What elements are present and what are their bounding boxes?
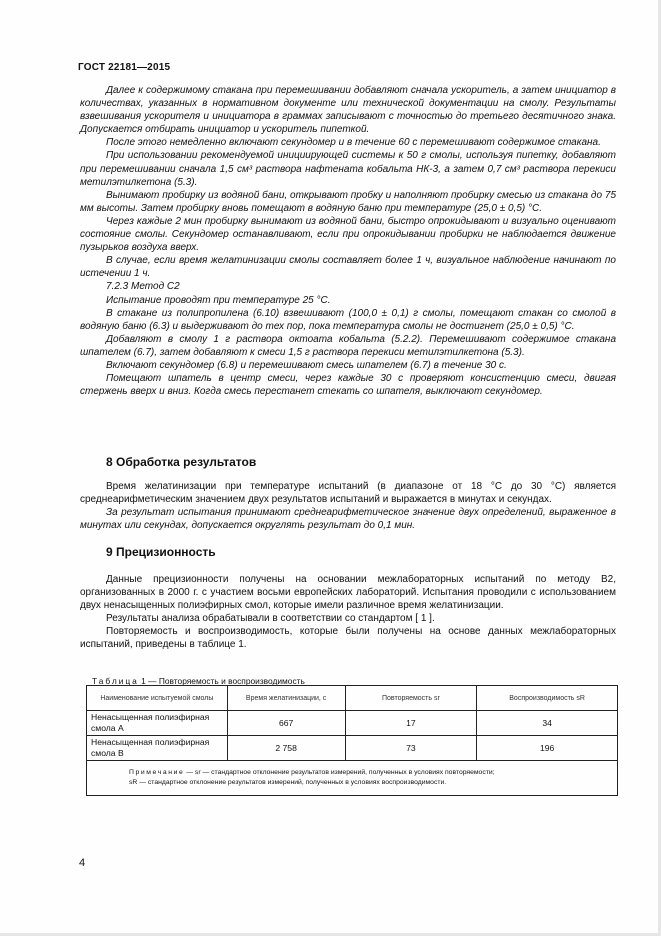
paragraph: Испытание проводят при температуре 25 °С. xyxy=(106,294,331,306)
column-header: Наименование испытуемой смолы xyxy=(87,686,228,711)
table-header-row xyxy=(87,686,618,711)
precision-table xyxy=(86,685,618,796)
paragraph: За результат испытания принимают среднеарифметическое значение двух определений, выраженное в минутах или секундах, допускается округлять результат до 0,1 мин. xyxy=(80,507,616,532)
paragraph: В стакане из полипропилена (6.10) взвешивают (100,0 ± 0,1) г смолы, помещают стакан со смолой в водяную баню (6.3) и выдерживают до тех пор, пока температура смолы не достигнет (25,0 ± 0,5) °С. xyxy=(80,307,616,332)
reproducibility-value: 34 xyxy=(477,711,618,736)
table-caption-text: 1 — Повторяемость и воспроизводимость xyxy=(138,676,305,686)
table-caption-word: Таблица xyxy=(92,676,139,686)
resin-name: Ненасыщенная полиэфирная смола А xyxy=(87,711,228,736)
page-number: 4 xyxy=(79,857,86,869)
section-9-title: 9 Прецизионность xyxy=(106,545,216,559)
repeatability-value: 17 xyxy=(345,711,477,736)
paragraph: Помещают шпатель в центр смеси, через каждые 30 с проверяют консистенцию смеси, двигая стержень вверх и вниз. Когда смесь перестанет стекать со шпателя, выключают секундомер. xyxy=(80,373,616,398)
table-row xyxy=(87,736,618,761)
column-header: Воспроизводимость sR xyxy=(477,686,618,711)
column-header: Время желатинизации, с xyxy=(227,686,345,711)
paragraph: Вынимают пробирку из водяной бани, открывают пробку и наполняют пробирку смесью из стакана до 75 мм высоты. Затем пробирку вновь помещают в водяную баню при температуре (25,0 ± 0,5) °С. xyxy=(80,189,616,214)
paragraph: Время желатинизации при температуре испытаний (в диапазоне от 18 °С до 30 °С) является среднеарифметическим значением двух результатов испытаний и выражается в минутах и секундах. xyxy=(80,481,616,506)
note-word: Примечание xyxy=(129,769,185,776)
paragraph: Результаты анализа обрабатывали в соответствии со стандартом [ 1 ]. xyxy=(106,613,435,625)
note-line-1 xyxy=(93,768,611,778)
gel-time-value: 2 758 xyxy=(227,736,345,761)
paragraph: В случае, если время желатинизации смолы составляет более 1 ч, визуальное наблюдение начинают по истечении 1 ч. xyxy=(80,255,616,280)
note-text-2: sR — стандартное отклонение результатов измерений, полученных в условиях воспроизводимости. xyxy=(129,779,447,786)
paragraph: После этого немедленно включают секундомер и в течение 60 с перемешивают содержимое стакана. xyxy=(106,137,601,149)
document-header: ГОСТ 22181—2015 xyxy=(78,62,171,73)
column-header: Повторяемость sr xyxy=(345,686,477,711)
paragraph: Данные прецизионности получены на основании межлабораторных испытаний по методу В2, организованных в 2000 г. с участием восьми европейских лабораторий. Испытания проводили с использованием двух ненасыщенных полиэфирных смол, которые имели различное время желатинизации. xyxy=(80,574,616,612)
paragraph: Включают секундомер (6.8) и перемешивают смесь шпателем (6.7) в течение 30 с. xyxy=(106,359,507,371)
note-line-2 xyxy=(93,778,611,788)
paragraph: Через каждые 2 мин пробирку вынимают из водяной бани, быстро опрокидывают и визуально оценивают состояние смолы. Секундомер останавливают, если при опрокидывании пробирки не наблюдается движение пузырьков воздуха вверх. xyxy=(80,215,616,254)
method-c-text xyxy=(80,84,616,398)
paragraph: Добавляют в смолу 1 г раствора октоата кобальта (5.2.2). Перемешивают содержимое стакана шпателем (6.7), затем добавляют к смеси 1,5 г раствора перекиси метилэтилкетона (5.3). xyxy=(80,333,616,358)
table-note-row xyxy=(87,761,618,796)
resin-name: Ненасыщенная полиэфирная смола В xyxy=(87,736,228,761)
subsection-heading: 7.2.3 Метод С2 xyxy=(106,281,180,293)
paragraph: Повторяемость и воспроизводимость, которые были получены на основе данных межлабораторных испытаний, приведены в таблице 1. xyxy=(80,626,616,651)
note-text-1: — sr — стандартное отклонение результатов измерений, полученных в условиях повторяемости; xyxy=(184,769,495,776)
section-9-text xyxy=(80,573,616,652)
reproducibility-value: 196 xyxy=(477,736,618,761)
paragraph: Далее к содержимому стакана при перемешивании добавляют сначала ускоритель, а затем инициатор в количествах, указанных в нормативном документе или технической документации на смолу. Результаты взвешивания ускорителя и инициатора в граммах записывают с точностью до третьего десятичного знака. Допускается отбирать инициатор и ускоритель пипеткой. xyxy=(80,85,616,136)
section-8-title: 8 Обработка результатов xyxy=(106,455,257,469)
paragraph: При использовании рекомендуемой инициирующей системы к 50 г смолы, используя пипетку, добавляют при перемешивании сначала 1,5 см³ раствора нафтената кобальта НК-3, а затем 0,7 см³ раствора перекиси метилэтилкетона (5.3). xyxy=(80,150,616,188)
table-note xyxy=(87,761,618,796)
repeatability-value: 73 xyxy=(345,736,477,761)
gel-time-value: 667 xyxy=(227,711,345,736)
table-row xyxy=(87,711,618,736)
section-8-text xyxy=(80,480,616,532)
